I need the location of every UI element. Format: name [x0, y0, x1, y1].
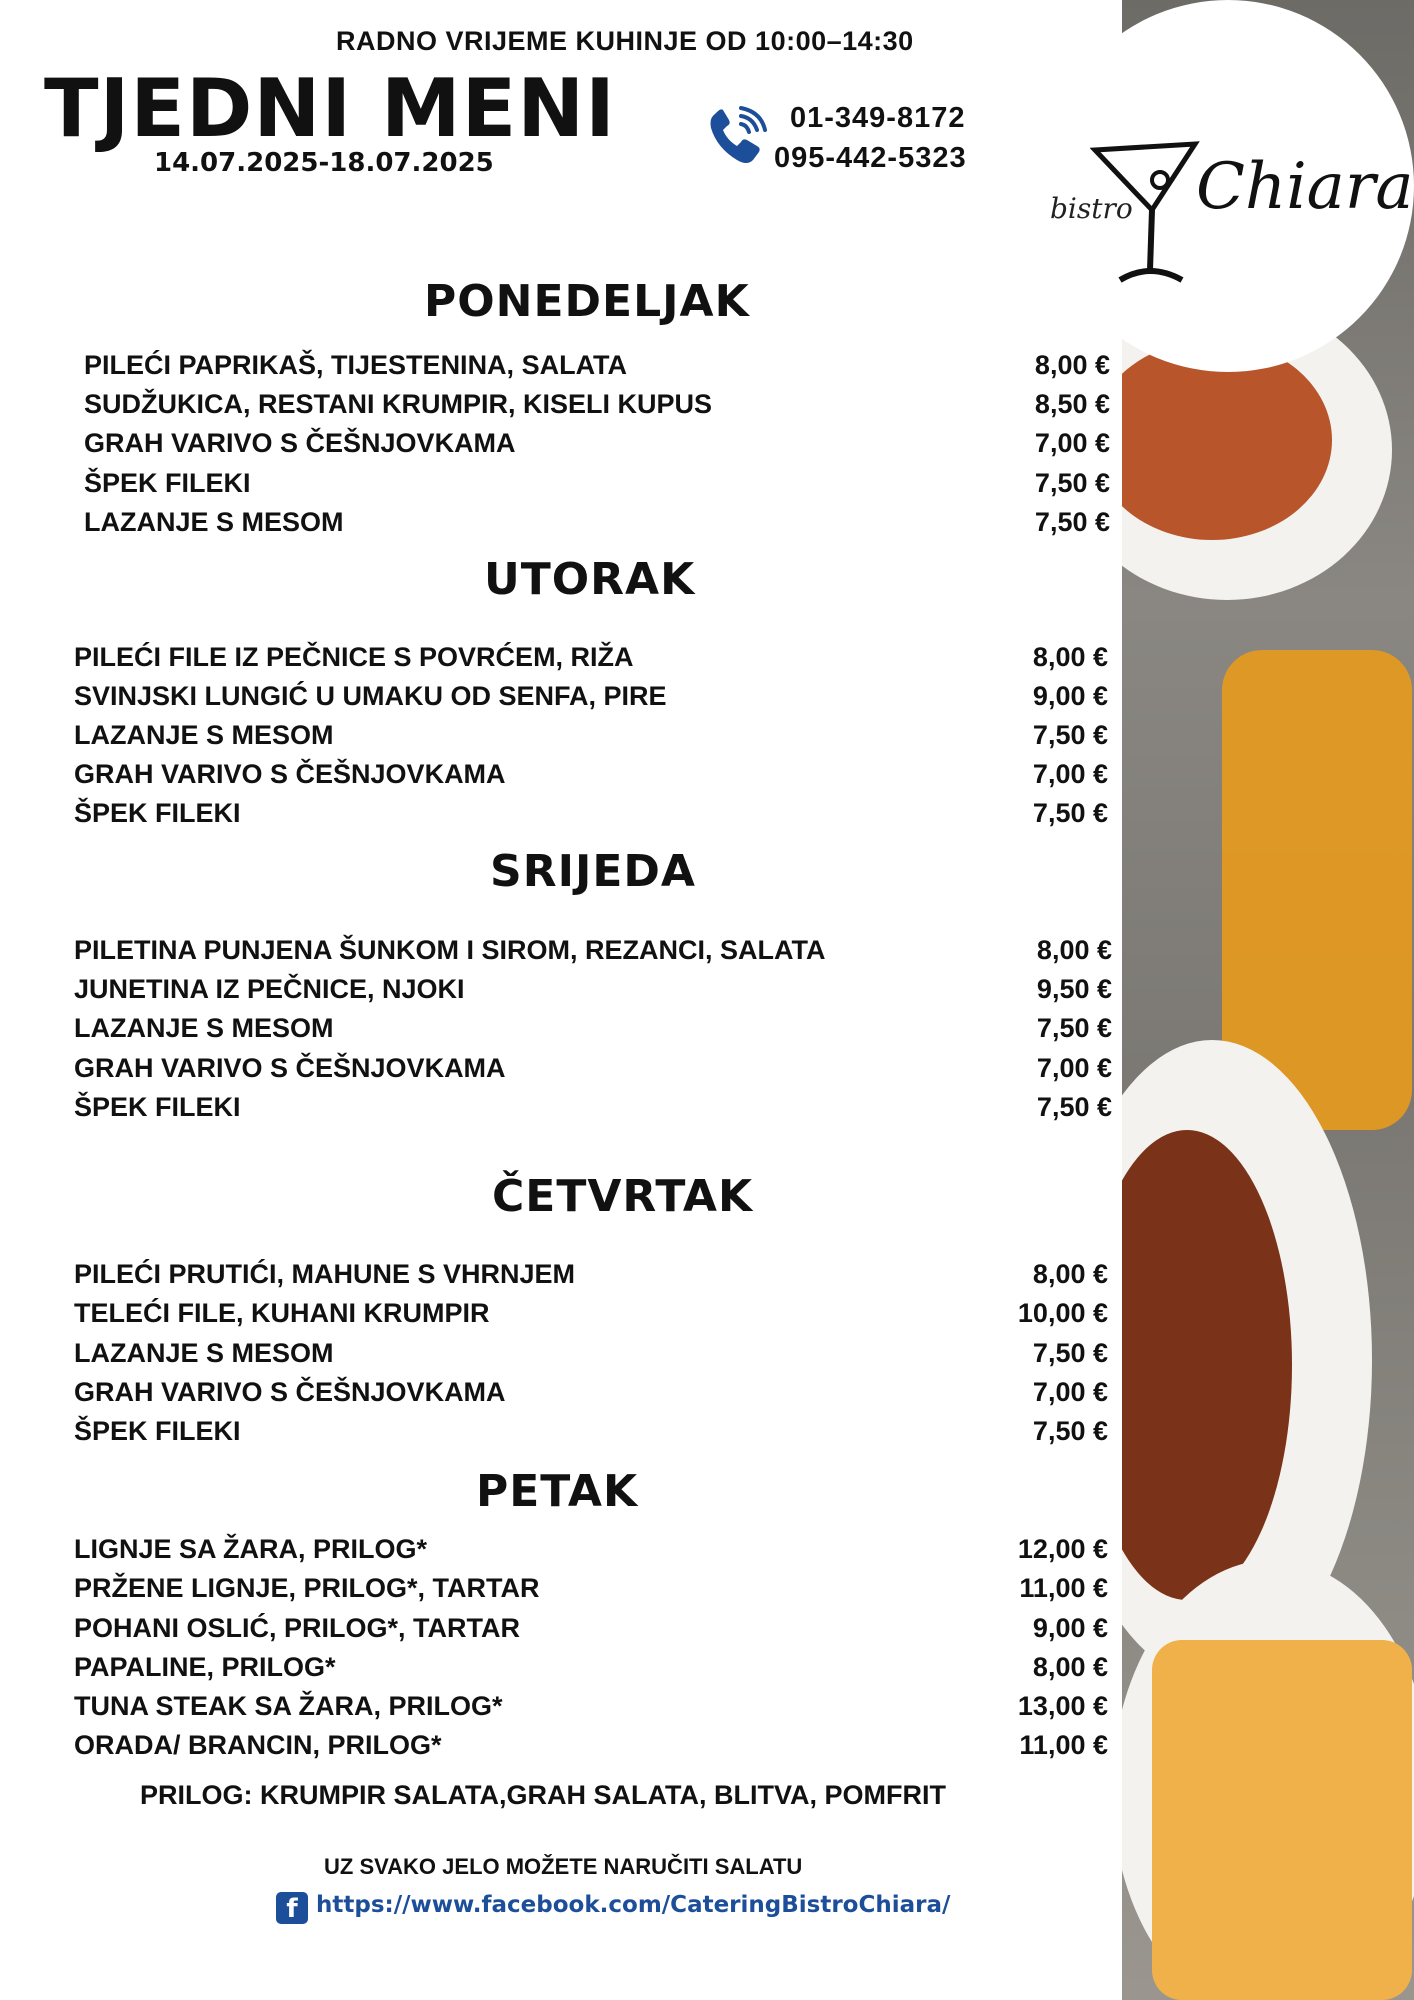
menu-row — [74, 974, 1112, 1008]
dish-price: 7,50 € — [1034, 468, 1110, 498]
menu-row — [74, 642, 1108, 676]
dish-price: 7,50 € — [1036, 1092, 1112, 1122]
side-dishes-note: PRILOG: KRUMPIR SALATA,GRAH SALATA, BLITVA, POMFRIT — [140, 1780, 946, 1810]
menu-row — [84, 350, 1110, 384]
menu-row — [74, 1377, 1108, 1411]
day-title-utorak: UTORAK — [484, 554, 696, 605]
menu-row — [84, 389, 1110, 423]
dish-name: LAZANJE S MESOM — [74, 720, 334, 750]
dish-price: 10,00 € — [1017, 1298, 1108, 1328]
menu-row — [74, 720, 1108, 754]
dish-name: PILEĆI FILE IZ PEČNICE S POVRĆEM, RIŽA — [74, 642, 634, 672]
dish-name: GRAH VARIVO S ČEŠNJOVKAMA — [84, 428, 516, 458]
logo-chiara-text: Chiara — [1196, 150, 1414, 224]
menu-row — [74, 1534, 1108, 1568]
phone-icon — [705, 106, 767, 168]
dish-name: PRŽENE LIGNJE, PRILOG*, TARTAR — [74, 1573, 540, 1603]
menu-row — [74, 759, 1108, 793]
kitchen-hours: RADNO VRIJEME KUHINJE OD 10:00–14:30 — [336, 26, 914, 56]
menu-row — [74, 798, 1108, 832]
dish-name: LAZANJE S MESOM — [84, 507, 344, 537]
dish-price: 7,00 € — [1032, 1377, 1108, 1407]
day-title-petak: PETAK — [476, 1466, 639, 1517]
dish-price: 7,00 € — [1036, 1053, 1112, 1083]
page-title: TJEDNI MENI — [44, 62, 616, 155]
dish-price: 7,50 € — [1032, 798, 1108, 828]
dish-name: JUNETINA IZ PEČNICE, NJOKI — [74, 974, 465, 1004]
dish-price: 8,00 € — [1034, 350, 1110, 380]
menu-row — [84, 507, 1110, 541]
dish-name: PAPALINE, PRILOG* — [74, 1652, 336, 1682]
dish-price: 13,00 € — [1017, 1691, 1108, 1721]
menu-row — [74, 1613, 1108, 1647]
salad-note: UZ SVAKO JELO MOŽETE NARUČITI SALATU — [324, 1854, 803, 1879]
dish-name: ŠPEK FILEKI — [74, 1416, 241, 1446]
logo-bistro-text: bistro — [1050, 192, 1133, 225]
week-dates: 14.07.2025-18.07.2025 — [154, 148, 494, 178]
dish-price: 8,00 € — [1032, 1259, 1108, 1289]
dish-price: 7,50 € — [1034, 507, 1110, 537]
dish-price: 7,50 € — [1032, 720, 1108, 750]
menu-row — [74, 1691, 1108, 1725]
dish-price: 12,00 € — [1017, 1534, 1108, 1564]
dish-name: SUDŽUKICA, RESTANI KRUMPIR, KISELI KUPUS — [84, 389, 713, 419]
dish-name: POHANI OSLIĆ, PRILOG*, TARTAR — [74, 1613, 521, 1643]
dish-name: PILEĆI PAPRIKAŠ, TIJESTENINA, SALATA — [84, 350, 628, 380]
facebook-icon: f — [276, 1892, 308, 1924]
phone-number-1[interactable]: 01-349-8172 — [790, 102, 966, 134]
dish-name: LAZANJE S MESOM — [74, 1013, 334, 1043]
menu-row — [74, 1573, 1108, 1607]
dish-name: SVINJSKI LUNGIĆ U UMAKU OD SENFA, PIRE — [74, 681, 667, 711]
menu-row — [74, 1092, 1112, 1126]
dish-name: ORADA/ BRANCIN, PRILOG* — [74, 1730, 442, 1760]
dish-name: TUNA STEAK SA ŽARA, PRILOG* — [74, 1691, 503, 1721]
dish-price: 11,00 € — [1019, 1573, 1108, 1603]
phone-number-2[interactable]: 095-442-5323 — [774, 142, 967, 174]
dish-price: 7,50 € — [1036, 1013, 1112, 1043]
menu-row — [74, 1053, 1112, 1087]
dish-name: LIGNJE SA ŽARA, PRILOG* — [74, 1534, 428, 1564]
dish-name: LAZANJE S MESOM — [74, 1338, 334, 1368]
menu-row — [74, 1652, 1108, 1686]
dish-name: PILEĆI PRUTIĆI, MAHUNE S VHRNJEM — [74, 1259, 576, 1289]
dish-price: 8,00 € — [1032, 1652, 1108, 1682]
dish-price: 8,00 € — [1032, 642, 1108, 672]
menu-row — [84, 428, 1110, 462]
dish-name: GRAH VARIVO S ČEŠNJOVKAMA — [74, 1377, 506, 1407]
dish-name: PILETINA PUNJENA ŠUNKOM I SIROM, REZANCI, SALATA — [74, 935, 826, 965]
menu-row — [74, 1298, 1108, 1332]
day-title-srijeda: SRIJEDA — [490, 846, 696, 897]
dish-price: 11,00 € — [1019, 1730, 1108, 1760]
dish-name: GRAH VARIVO S ČEŠNJOVKAMA — [74, 1053, 506, 1083]
dish-price: 7,50 € — [1032, 1416, 1108, 1446]
dish-name: GRAH VARIVO S ČEŠNJOVKAMA — [74, 759, 506, 789]
dish-price: 7,00 € — [1032, 759, 1108, 789]
dish-price: 9,00 € — [1032, 1613, 1108, 1643]
dish-price: 9,50 € — [1036, 974, 1112, 1004]
menu-row — [74, 1730, 1108, 1764]
dish-price: 7,00 € — [1034, 428, 1110, 458]
facebook-link[interactable]: https://www.facebook.com/CateringBistroChiara/ — [316, 1892, 951, 1918]
menu-row — [74, 935, 1112, 969]
dish-name: ŠPEK FILEKI — [84, 468, 251, 498]
dish-name: TELEĆI FILE, KUHANI KRUMPIR — [74, 1298, 490, 1328]
dish-price: 8,50 € — [1034, 389, 1110, 419]
menu-row — [74, 1013, 1112, 1047]
day-title-cetvrtak: ČETVRTAK — [492, 1171, 754, 1222]
dish-price: 9,00 € — [1032, 681, 1108, 711]
menu-row — [74, 1416, 1108, 1450]
dish-name: ŠPEK FILEKI — [74, 798, 241, 828]
dish-price: 8,00 € — [1036, 935, 1112, 965]
menu-row — [74, 681, 1108, 715]
day-title-ponedeljak: PONEDELJAK — [424, 276, 750, 327]
menu-row — [74, 1259, 1108, 1293]
menu-row — [84, 468, 1110, 502]
dish-name: ŠPEK FILEKI — [74, 1092, 241, 1122]
menu-row — [74, 1338, 1108, 1372]
dish-price: 7,50 € — [1032, 1338, 1108, 1368]
